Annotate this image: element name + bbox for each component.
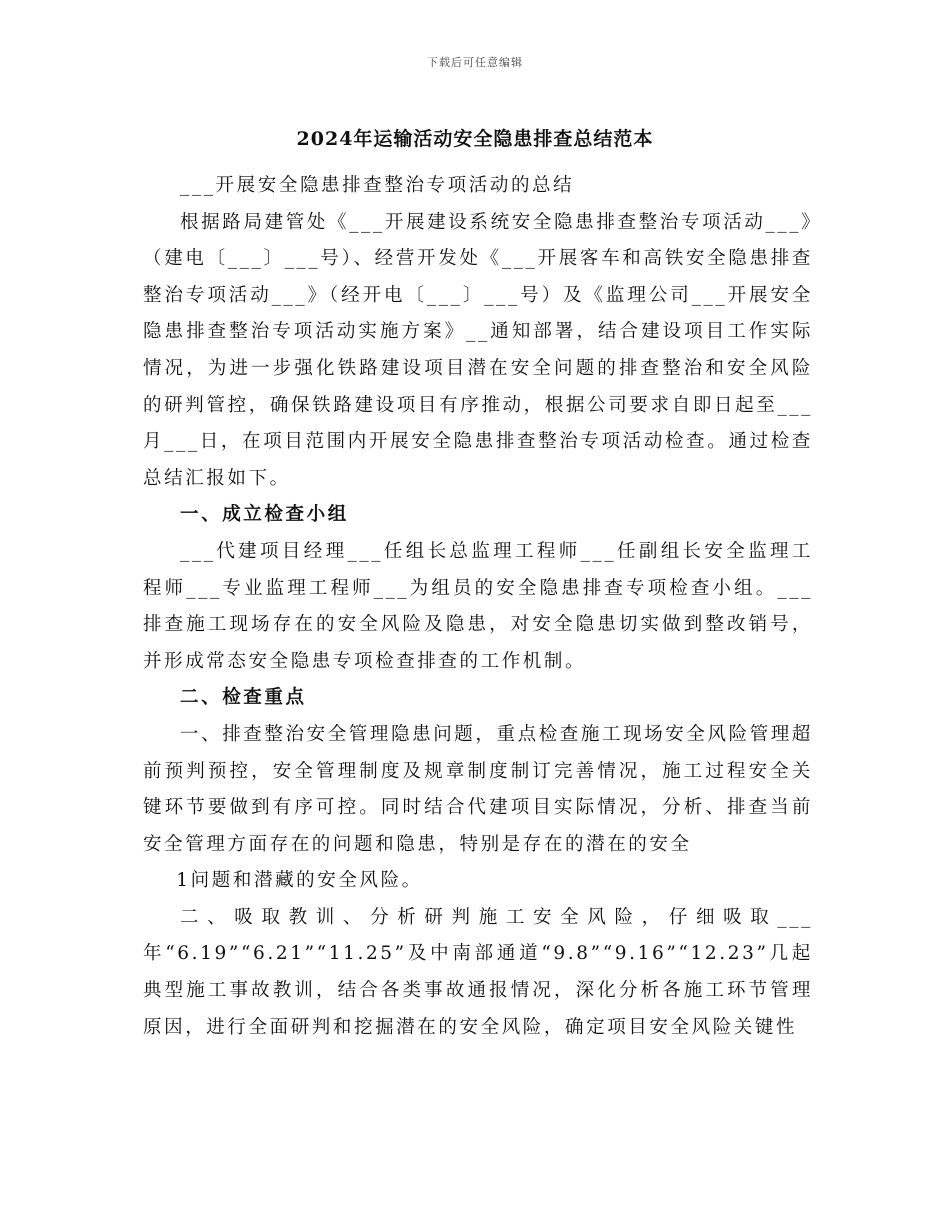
- paragraph-page-number-line: 1问题和潜藏的安全风险。: [176, 870, 423, 892]
- document-title: 2024年运输活动安全隐患排查总结范本: [296, 128, 654, 150]
- section-heading-2: 二、检查重点: [180, 687, 307, 709]
- paragraph-point-1: 一、排查整治安全管理隐患问题，重点检查施工现场安全风险管理超前预判预控，安全管理制度及规章制度制订完善情况，施工过程安全关键环节要做到有序可控。同时结合代建项目实际情况，分析、排查当前安全管理方面存在的问题和隐患，特别是存在的潜在的安全: [143, 723, 814, 855]
- paragraph-group: ___代建项目经理___任组长总监理工程师___任副组长安全监理工程师___专业监理工程师___为组员的安全隐患排查专项检查小组。___排查施工现场存在的安全风险及隐患，对安全隐患切实做到整改销号，并形成常态安全隐患专项检查排查的工作机制。: [143, 540, 813, 672]
- paragraph-intro: 根据路局建管处《___开展建设系统安全隐患排查整治专项活动___》（建电〔___〕___号）、经营开发处《___开展客车和高铁安全隐患排查整治专项活动___》（经开电〔___〕___号）及《监理公司___开展安全隐患排查整治专项活动实施方案》__通知部署，结合建设项目工作实际情况，为进一步强化铁路建设项目潜在安全问题的排查整治和安全风险的研判管控，确保铁路建设项目有序推动，根据公司要求自即日起至___月___日，在项目范围内开展安全隐患排查整治专项活动检查。通过检查总结汇报如下。: [143, 211, 813, 489]
- paragraph-point-2: 二、吸取教训、分析研判施工安全风险，仔细吸取___年“6.19”“6.21”“11.25”及中南部通道“9.8”“9.16”“12.23”几起典型施工事故教训，结合各类事故通报情况，深化分析各施工环节管理原因，进行全面研判和挖掘潜在的安全风险，确定项目安全风险关键性: [143, 906, 813, 1038]
- document-body: [143, 168, 813, 1046]
- header-note: 下载后可任意编辑: [427, 56, 523, 69]
- section-heading-1: 一、成立检查小组: [180, 504, 349, 526]
- paragraph-subtitle: ___开展安全隐患排查整治专项活动的总结: [180, 175, 575, 196]
